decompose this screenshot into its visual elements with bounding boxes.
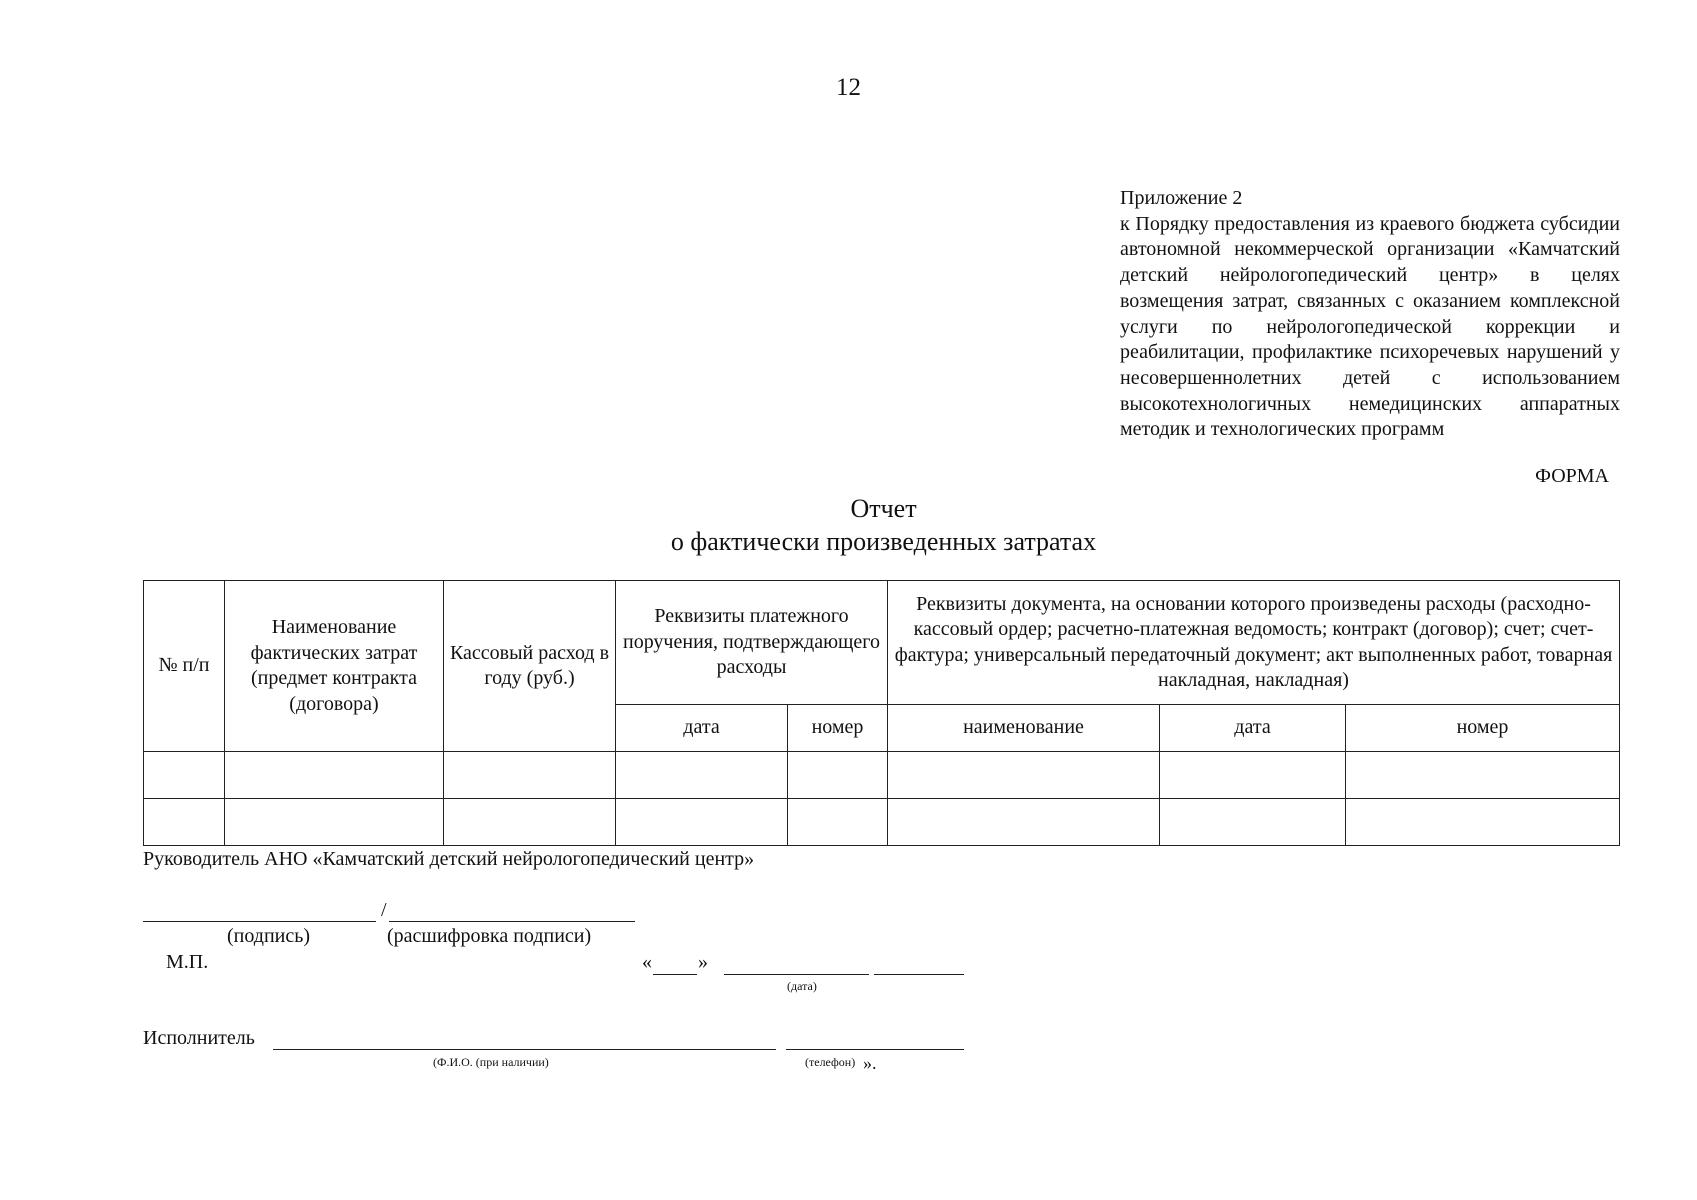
header-cash: Кассовый расход в году (руб.): [444, 581, 616, 752]
header-payment: Реквизиты платежного поручения, подтверждающего расходы: [616, 581, 888, 705]
appendix-text: к Порядку предоставления из краевого бюджета субсидии автономной некоммерческой организации «Камчатский детский нейрологопедический центр» в целях возмещения затрат, связанных с оказанием комплексной услуги по нейрологопедической коррекции и реабилитации, профилактике психоречевых нарушений у несовершеннолетних детей с использованием высокотехнологичных немедицинских аппаратных методик и технологических программ: [1120, 212, 1620, 441]
closing-mark: ».: [863, 1053, 877, 1073]
month-line[interactable]: [724, 974, 869, 975]
table-cell[interactable]: [1346, 752, 1620, 799]
report-title-main: Отчет: [850, 494, 917, 523]
table-cell[interactable]: [888, 799, 1160, 846]
decode-line[interactable]: [389, 921, 635, 922]
phone-caption: (телефон): [805, 1055, 856, 1069]
head-of-organization: Руководитель АНО «Камчатский детский нейрологопедический центр»: [143, 848, 755, 870]
header-name: Наименование фактических затрат (предмет контракта (договора): [225, 581, 444, 752]
fio-caption: (Ф.И.О. (при наличии): [433, 1055, 549, 1069]
table-cell[interactable]: [225, 752, 444, 799]
table-cell[interactable]: [788, 799, 888, 846]
forma-label: ФОРМА: [1535, 465, 1609, 487]
table-cell[interactable]: [888, 752, 1160, 799]
table-cell[interactable]: [1346, 799, 1620, 846]
subheader-pay-number: номер: [788, 705, 888, 752]
signature-slash: /: [381, 899, 387, 921]
subheader-pay-date: дата: [616, 705, 788, 752]
table-row: [144, 752, 1620, 799]
table-cell[interactable]: [144, 799, 225, 846]
signature-caption: (подпись): [227, 925, 311, 947]
stamp-label: М.П.: [166, 951, 209, 973]
date-open-quote: «: [642, 951, 652, 973]
subheader-doc-name: наименование: [888, 705, 1160, 752]
report-table: [143, 580, 1620, 846]
table-cell[interactable]: [616, 752, 788, 799]
year-line[interactable]: [874, 974, 964, 975]
report-title: [0, 492, 1697, 558]
table-cell[interactable]: [788, 752, 888, 799]
signature-block: [143, 895, 1043, 1095]
day-line[interactable]: [653, 974, 697, 975]
appendix-title: Приложение 2: [1120, 187, 1243, 209]
executor-name-line[interactable]: [273, 1049, 776, 1050]
table-cell[interactable]: [444, 752, 616, 799]
table-cell[interactable]: [144, 752, 225, 799]
header-num: № п/п: [144, 581, 225, 752]
header-document: Реквизиты документа, на основании которого произведены расходы (расходно-кассовый ордер; расчетно-платежная ведомость; контракт (договор); счет; счет-фактура; универсальный передаточный документ; акт выполненных работ, товарная накладная, накладная): [888, 581, 1620, 705]
page-number: 12: [836, 74, 861, 101]
signature-line[interactable]: [143, 921, 376, 922]
appendix-block: [1120, 186, 1620, 443]
table-header-row: [144, 581, 1620, 705]
date-caption: (дата): [787, 979, 817, 993]
decode-caption: (расшифровка подписи): [387, 925, 592, 947]
executor-phone-line[interactable]: [786, 1049, 964, 1050]
table-cell[interactable]: [444, 799, 616, 846]
report-title-sub: о фактически произведенных затратах: [670, 527, 1097, 556]
date-close-quote: »: [698, 951, 708, 973]
table-cell[interactable]: [1160, 799, 1346, 846]
subheader-doc-number: номер: [1346, 705, 1620, 752]
table-cell[interactable]: [1160, 752, 1346, 799]
executor-label: Исполнитель: [143, 1027, 255, 1049]
table-cell[interactable]: [616, 799, 788, 846]
table-cell[interactable]: [225, 799, 444, 846]
subheader-doc-date: дата: [1160, 705, 1346, 752]
table-row: [144, 799, 1620, 846]
